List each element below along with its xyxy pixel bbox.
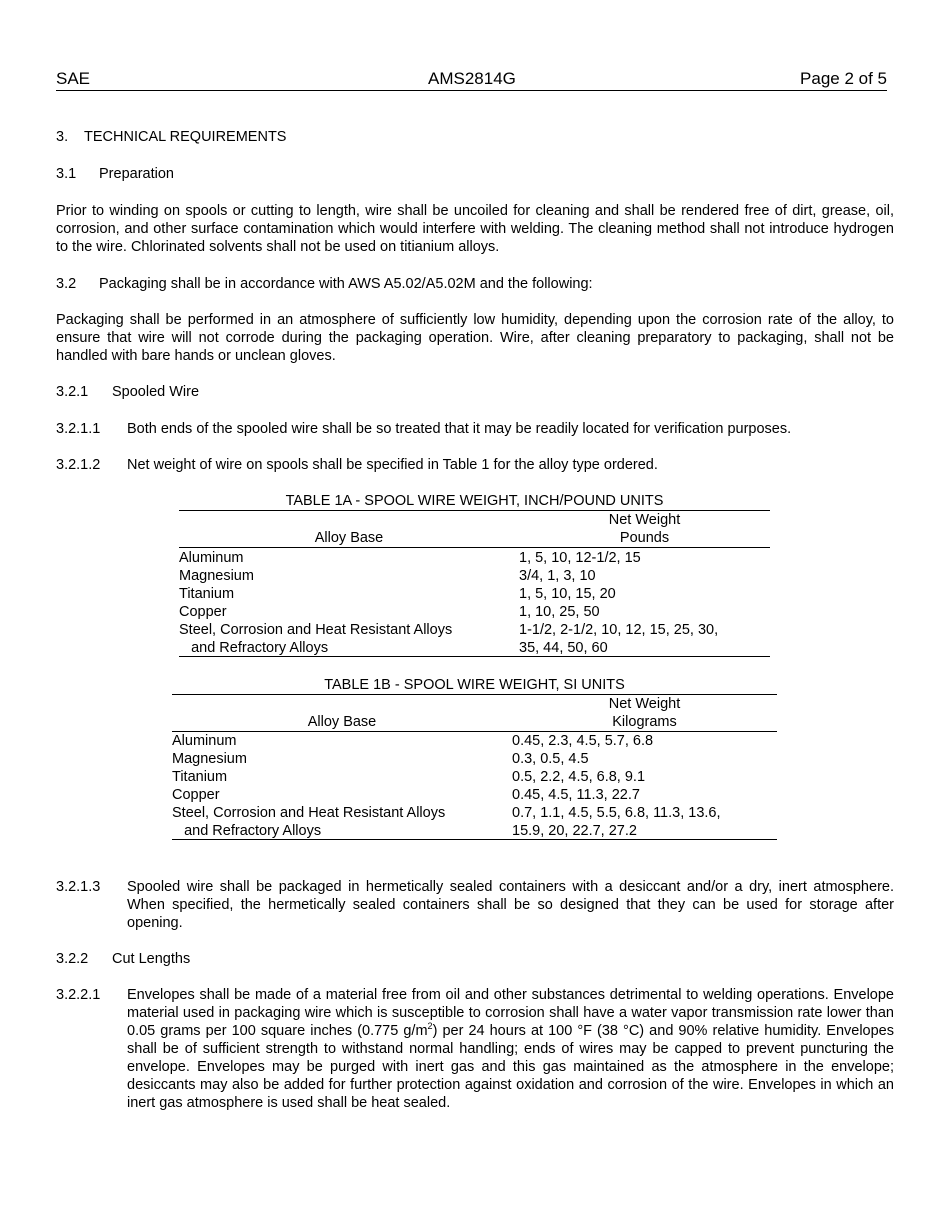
table-1b xyxy=(172,676,777,842)
section-number: 3.2.1 xyxy=(56,384,89,400)
cell-alloy: Steel, Corrosion and Heat Resistant Alloys xyxy=(179,622,453,638)
cell-weight: 0.45, 4.5, 11.3, 22.7 xyxy=(512,787,640,803)
section-3-2-1-1 xyxy=(56,420,894,438)
cell-weight: 1, 10, 25, 50 xyxy=(519,604,600,620)
section-title: Packaging shall be in accordance with AWS A5.02/A5.02M and the following: xyxy=(99,276,593,292)
table-row xyxy=(172,732,777,750)
column-header-alloy-base: Alloy Base xyxy=(307,714,377,730)
cell-alloy: Steel, Corrosion and Heat Resistant Alloys xyxy=(172,805,446,821)
table-1a xyxy=(179,492,770,658)
section-text: Spooled wire shall be packaged in hermetically sealed containers with a desiccant and/or a dry, inert atmosphere. When specified, the hermetically sealed containers shall be so designed that they can be used for storage after opening. xyxy=(127,879,894,931)
section-number: 3.2.1.2 xyxy=(56,457,101,473)
cell-alloy: and Refractory Alloys xyxy=(172,823,322,839)
section-3-2-1-heading xyxy=(56,383,894,401)
section-title: Cut Lengths xyxy=(112,951,191,967)
column-header-unit: Kilograms xyxy=(612,714,677,730)
table-row xyxy=(172,822,777,840)
column-header-unit: Pounds xyxy=(619,530,670,546)
cell-weight: 0.5, 2.2, 4.5, 6.8, 9.1 xyxy=(512,769,646,785)
cell-weight: 1-1/2, 2-1/2, 10, 12, 15, 25, 30, xyxy=(519,622,719,638)
section-number: 3.1 xyxy=(56,166,77,182)
section-3-1-paragraph: Prior to winding on spools or cutting to length, wire shall be uncoiled for cleaning and shall be rendered free of dirt, grease, oil, corrosion, and other surface contamination which would interfere with welding. The cleaning method shall not introduce hydrogen to the wire. Chlorinated solvents shall not be used on titianium alloys. xyxy=(56,203,894,255)
section-number: 3.2.1.1 xyxy=(56,421,101,437)
section-3-heading xyxy=(56,128,894,146)
section-3-2-2-heading xyxy=(56,950,894,968)
section-3-1-heading xyxy=(56,165,894,183)
section-number: 3.2.2 xyxy=(56,951,89,967)
table-header-rule xyxy=(179,547,770,548)
table-row xyxy=(172,750,777,768)
cell-weight: 0.7, 1.1, 4.5, 5.5, 6.8, 11.3, 13.6, xyxy=(512,805,721,821)
section-text xyxy=(127,986,894,1112)
table-row xyxy=(179,639,770,657)
header-org: SAE xyxy=(56,69,91,88)
cell-alloy: Magnesium xyxy=(179,568,254,584)
table-row xyxy=(179,621,770,639)
column-header-alloy-base: Alloy Base xyxy=(314,530,384,546)
text-part: ) per 24 hours at 100 °F (38 °C) and 90% relative humidity. Envelopes shall be of sufficient strength to withstand normal handling; ends of wires may be capped to prevent puncturing the envelope. Envelopes may be purged with inert gas and this gas maintained as the atmosphere in the envelope; desiccants may also be added for further protection against oxidation and corrosion of the wire. Envelopes in which an inert gas atmosphere is used shall be heat sealed. xyxy=(127,1023,894,1111)
table-bottom-rule xyxy=(179,656,770,657)
cell-weight: 0.45, 2.3, 4.5, 5.7, 6.8 xyxy=(512,733,654,749)
section-text: Net weight of wire on spools shall be specified in Table 1 for the alloy type ordered. xyxy=(127,457,658,473)
section-3-2-1-2 xyxy=(56,456,894,474)
cell-weight: 1, 5, 10, 15, 20 xyxy=(519,586,616,602)
cell-alloy: Aluminum xyxy=(172,733,237,749)
table-row xyxy=(179,585,770,603)
section-3-2-2-1 xyxy=(56,986,894,1112)
section-number: 3.2.1.3 xyxy=(56,879,101,895)
cell-alloy: and Refractory Alloys xyxy=(179,640,329,656)
cell-weight: 35, 44, 50, 60 xyxy=(519,640,608,656)
column-header-net-weight: Net Weight xyxy=(608,696,681,712)
cell-alloy: Copper xyxy=(172,787,220,803)
section-title: Preparation xyxy=(99,166,174,182)
superscript: 2 xyxy=(427,1021,433,1032)
cell-weight: 0.3, 0.5, 4.5 xyxy=(512,751,589,767)
section-number: 3.2.2.1 xyxy=(56,987,101,1003)
header-doc-number: AMS2814G xyxy=(428,69,516,88)
table-caption: TABLE 1B - SPOOL WIRE WEIGHT, SI UNITS xyxy=(172,676,777,695)
cell-weight: 15.9, 20, 22.7, 27.2 xyxy=(512,823,637,839)
cell-weight: 3/4, 1, 3, 10 xyxy=(519,568,596,584)
cell-alloy: Titanium xyxy=(179,586,235,602)
table-bottom-rule xyxy=(172,839,777,840)
section-number: 3.2 xyxy=(56,276,77,292)
section-number: 3. xyxy=(56,129,69,145)
section-3-2-heading xyxy=(56,275,894,293)
cell-alloy: Aluminum xyxy=(179,550,244,566)
section-text: Both ends of the spooled wire shall be so treated that it may be readily located for verification purposes. xyxy=(127,421,792,437)
section-3-2-paragraph: Packaging shall be performed in an atmosphere of sufficiently low humidity, depending upon the corrosion rate of the alloy, to ensure that wire will not corrode during the packaging operation. Wire, after cleaning preparatory to packaging, shall not be handled with bare hands or unclean gloves. xyxy=(56,312,894,364)
section-title: TECHNICAL REQUIREMENTS xyxy=(84,129,287,145)
header-page-number: Page 2 of 5 xyxy=(800,69,887,88)
cell-alloy: Copper xyxy=(179,604,227,620)
text-part: Envelopes shall be made of a material free from oil and other substances detrimental to welding operations. Envelope material used in packaging wire which is susceptible to corrosion shall have a water vapor transmission rate lower than 0.05 grams per 100 square inches (0.775 g/m xyxy=(127,987,894,1039)
table-row xyxy=(172,786,777,804)
table-caption: TABLE 1A - SPOOL WIRE WEIGHT, INCH/POUND UNITS xyxy=(179,492,770,511)
page-header xyxy=(56,68,887,91)
cell-weight: 1, 5, 10, 12-1/2, 15 xyxy=(519,550,641,566)
table-row xyxy=(179,603,770,621)
table-row xyxy=(179,549,770,567)
table-row xyxy=(179,567,770,585)
table-row xyxy=(172,768,777,786)
section-3-2-1-3 xyxy=(56,878,894,932)
column-header-net-weight: Net Weight xyxy=(608,512,681,528)
table-row xyxy=(172,804,777,822)
section-title: Spooled Wire xyxy=(112,384,200,400)
cell-alloy: Titanium xyxy=(172,769,228,785)
cell-alloy: Magnesium xyxy=(172,751,247,767)
